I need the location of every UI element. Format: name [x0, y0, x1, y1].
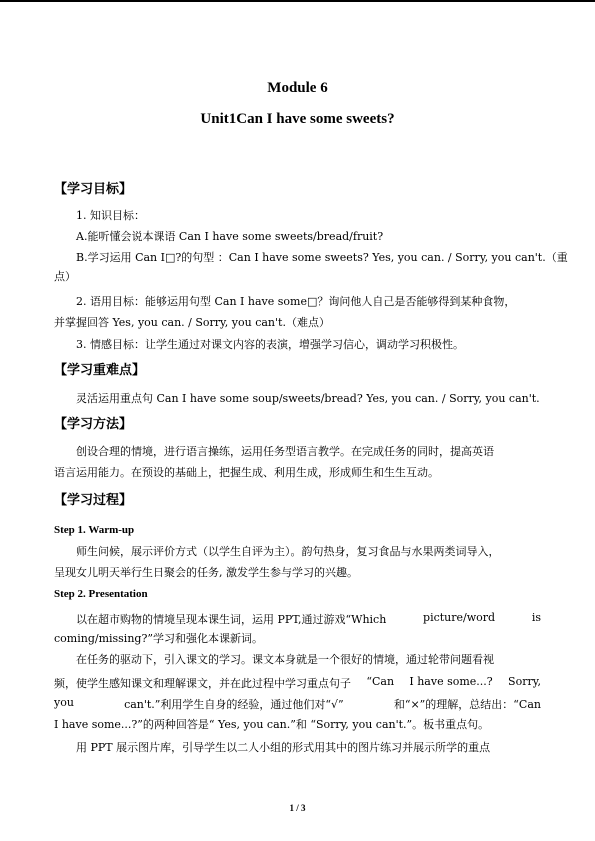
step2-line-7: 用 PPT 展示图片库，引导学生以二人小组的形式用其中的图片练习并展示所学的重点 — [76, 741, 491, 754]
goals-line-5: 2. 语用目标：能够运用句型 Can I have some□？询问他人自己是否能够得到某种食物， — [76, 295, 516, 308]
step2-line-1-part-2: picture/word — [423, 611, 496, 624]
step2-line-1-part-1: 以在超市购物的情境呈现本课生词，运用 PPT,通过游戏“Which — [76, 613, 387, 626]
module-title: Module 6 — [267, 80, 328, 96]
step2-line-4-part-4: Sorry, — [508, 675, 541, 688]
goals-line-7: 3. 情感目标：让学生通过对课文内容的表演，增强学习信心，调动学习积极性。 — [76, 338, 464, 351]
step2-line-4-part-2: “Can — [366, 675, 395, 688]
step2-line-5-part-3: 和“×”的理解，总结出：“Can — [393, 698, 541, 711]
step2-heading: Step 2. Presentation — [54, 588, 148, 600]
section-heading-process: 【学习过程】 — [54, 493, 133, 508]
step2-line-5-part-1: you — [54, 696, 74, 709]
section-heading-methods: 【学习方法】 — [54, 417, 133, 432]
step1-line-1: 师生问候，展示评价方式（以学生自评为主）。韵句热身，复习食品与水果两类词导入， — [76, 545, 500, 558]
methods-line-2: 语言运用能力。在预设的基础上，把握生成、利用生成，形成师生和生生互动。 — [54, 466, 439, 479]
step2-line-1 — [76, 611, 541, 627]
goals-line-2: A.能听懂会说本课语 Can I have some sweets/bread/fruit? — [76, 230, 384, 243]
section-heading-key-points: 【学习重难点】 — [54, 363, 146, 378]
step2-line-4-part-3: I have some...? — [409, 675, 493, 688]
step2-line-5-part-2: can't.”利用学生自身的经验，通过他们对“√” — [124, 698, 344, 711]
step2-line-5 — [54, 696, 541, 712]
section-heading-goals: 【学习目标】 — [54, 182, 133, 197]
step2-line-1-part-3: is — [531, 611, 541, 624]
goals-line-3: B.学习运用 Can I□?的句型 ：Can I have some sweets? Yes, you can. / Sorry, you can't.（重 — [76, 251, 568, 264]
goals-line-6: 并掌握回答 Yes, you can. / Sorry, you can't.（难点） — [54, 316, 330, 329]
goals-line-1: 1. 知识目标： — [76, 209, 145, 222]
step1-heading: Step 1. Warm-up — [54, 524, 135, 536]
page-number: 1 / 3 — [289, 803, 306, 813]
step1-line-2: 呈现女儿明天举行生日聚会的任务, 激发学生参与学习的兴趣。 — [54, 566, 358, 579]
step2-line-6: I have some...?”的两种回答是“ Yes, you can.”和 “Sorry, you can't.”。板书重点句。 — [54, 718, 490, 731]
step2-line-4 — [54, 675, 541, 691]
step2-line-3: 在任务的驱动下，引入课文的学习。课文本身就是一个很好的情境，通过轮带问题看视 — [76, 653, 494, 666]
step2-line-4-part-1: 频，使学生感知课文和理解课文，并在此过程中学习重点句子 — [54, 677, 351, 690]
goals-line-4: 点） — [54, 270, 76, 283]
key-points-line-1: 灵活运用重点句 Can I have some soup/sweets/bread? Yes, you can. / Sorry, you can't. — [76, 392, 540, 405]
methods-line-1: 创设合理的情境，进行语言操练，运用任务型语言教学。在完成任务的同时，提高英语 — [76, 445, 494, 458]
unit-title: Unit1Can I have some sweets? — [200, 111, 395, 127]
step2-line-2: coming/missing?”学习和强化本课新词。 — [54, 632, 263, 645]
header-rule — [0, 0, 595, 2]
